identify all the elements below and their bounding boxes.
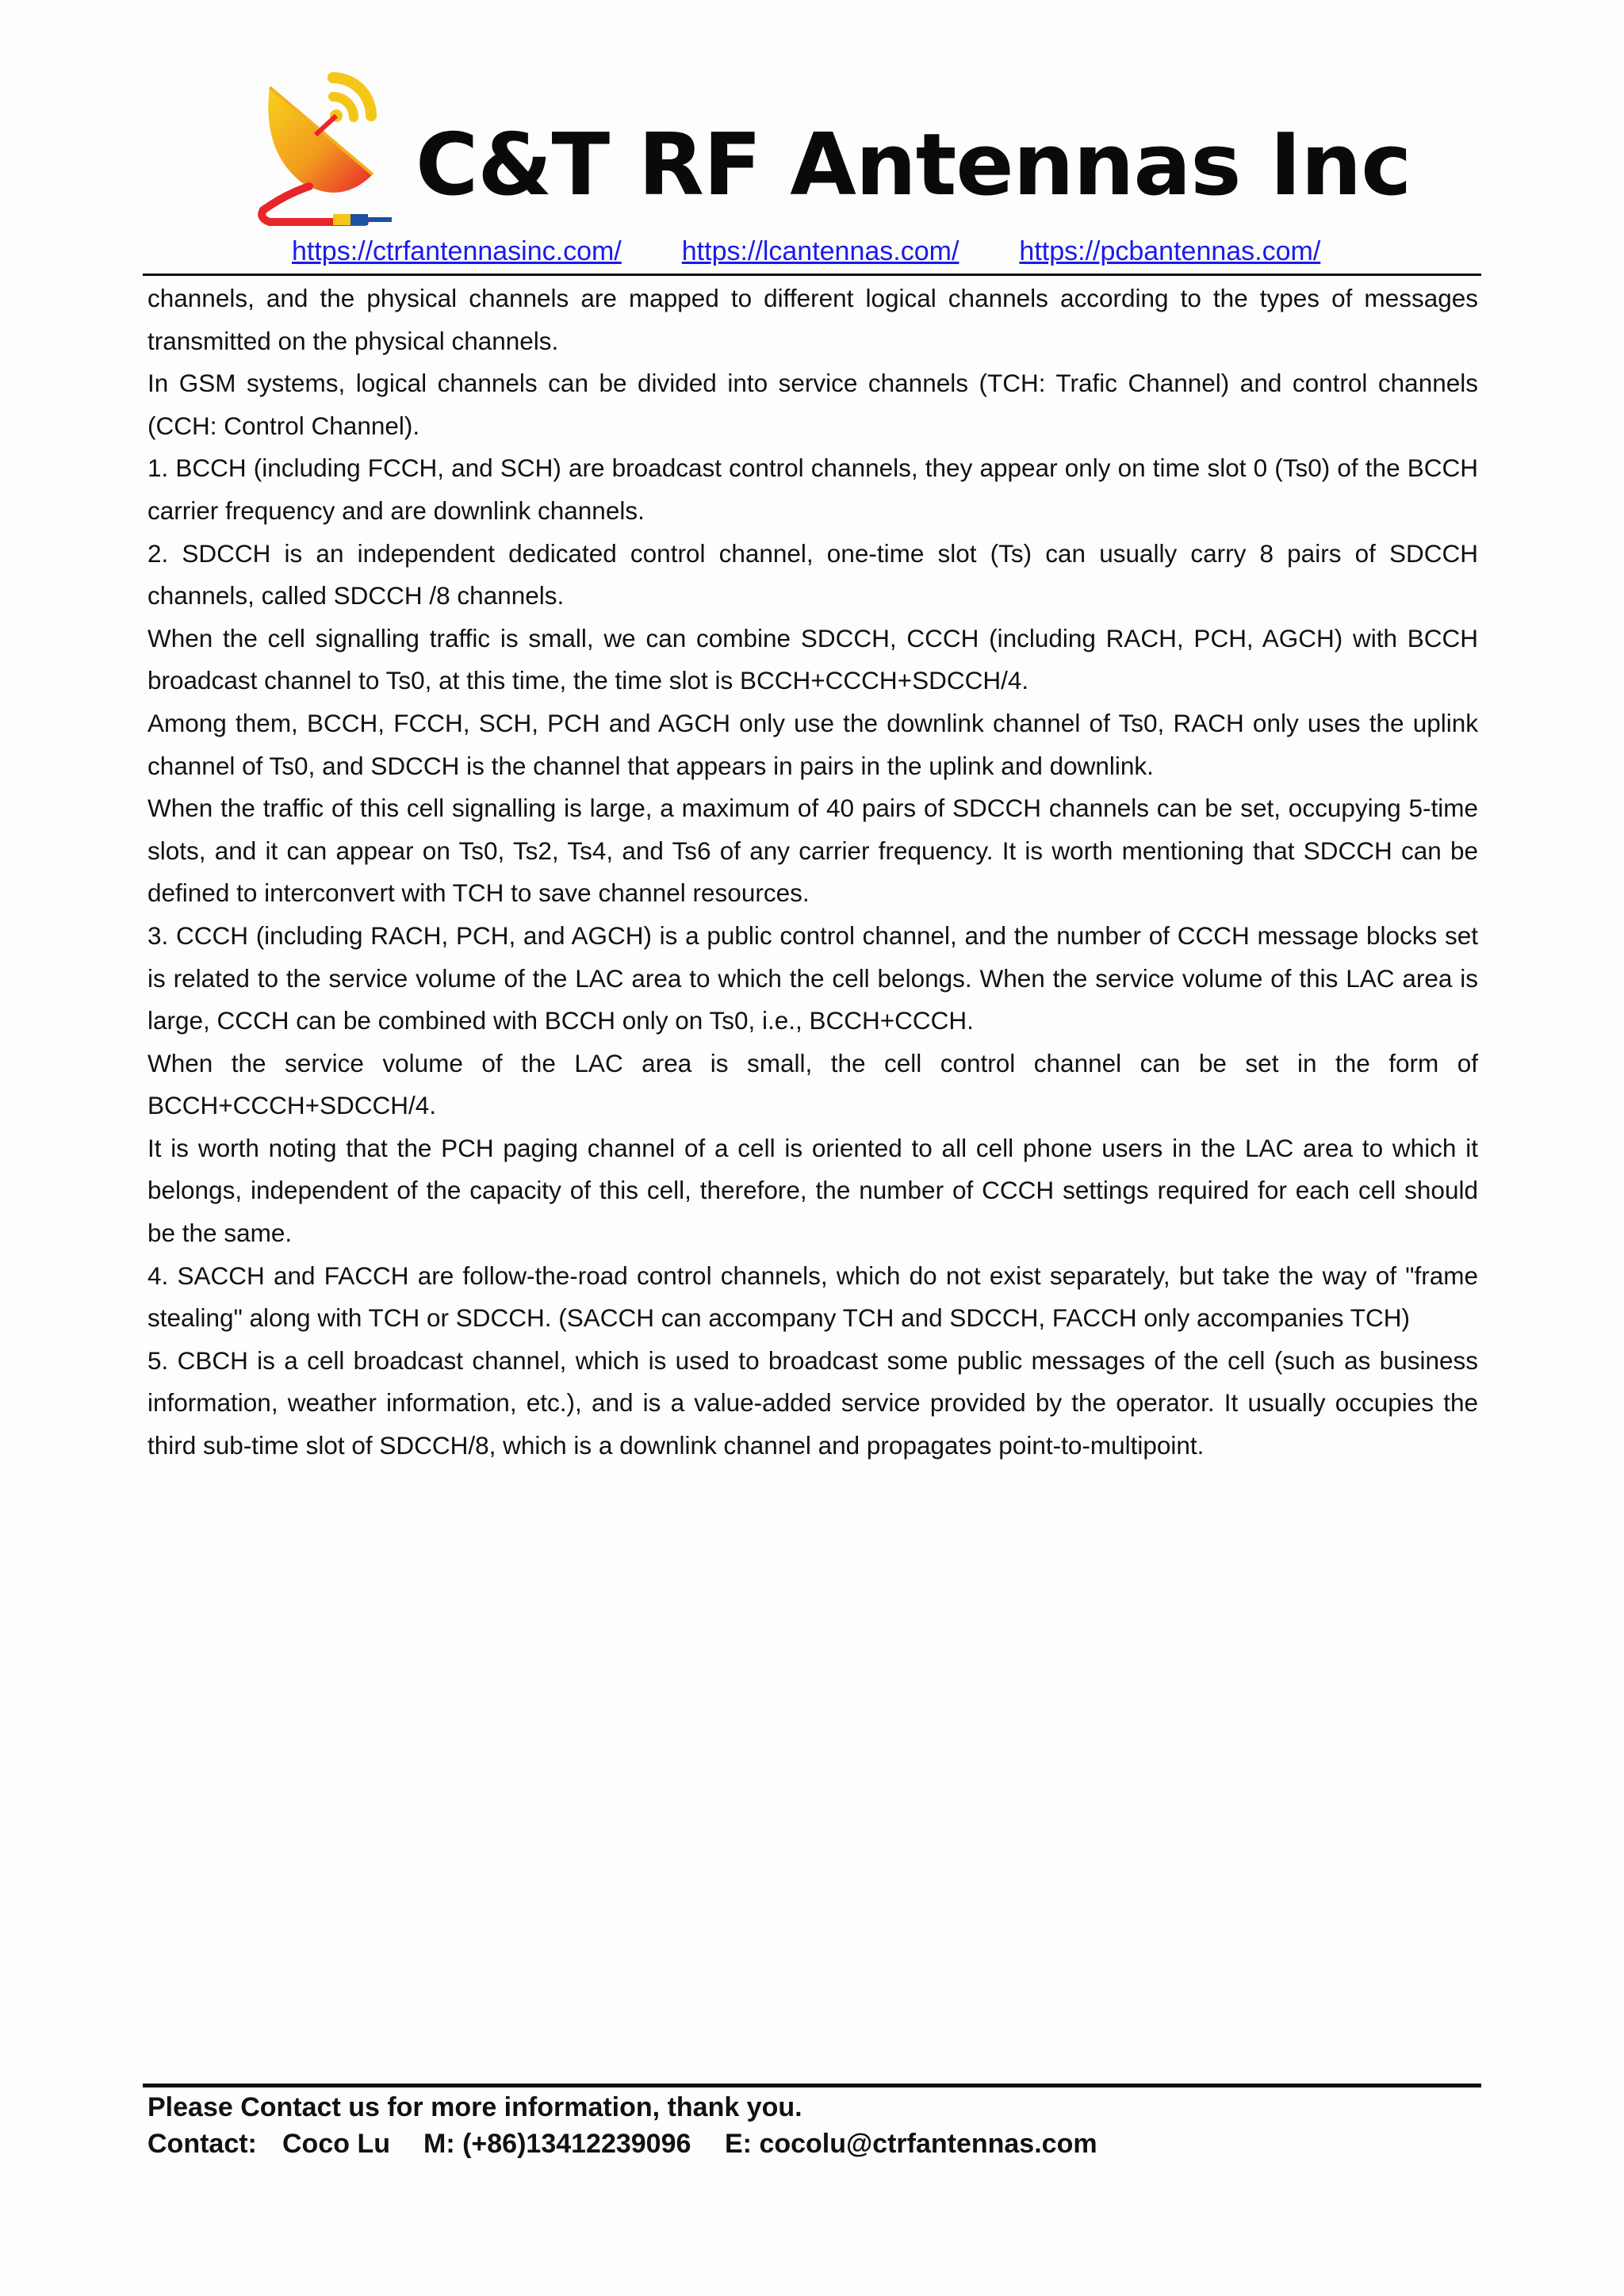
contact-label: Contact: <box>147 2129 257 2159</box>
contact-email: E: cocolu@ctrfantennas.com <box>725 2129 1097 2159</box>
letterhead <box>143 48 1481 277</box>
contact-name: Coco Lu <box>282 2129 390 2159</box>
paragraph: channels, and the physical channels are mapped to different logical channels according to the types of messages transmitted on the physical channels. <box>147 284 1478 355</box>
paragraph: When the service volume of the LAC area is small, the cell control channel can be set in the form of BCCH+CCCH+SDCCH/4. <box>147 1048 1478 1120</box>
footer-note: Please Contact us for more information, thank you. <box>147 2092 802 2122</box>
paragraph: 2. SDCCH is an independent dedicated control channel, one-time slot (Ts) can usually carry 8 pairs of SDCCH channels, called SDCCH /8 channels. <box>147 538 1478 610</box>
contact-info <box>147 2126 1478 2162</box>
paragraph: 3. CCCH (including RACH, PCH, and AGCH) is a public control channel, and the number of CCCH message blocks set is related to the service volume of the LAC area to which the cell belongs. When the service volume of this LAC area is large, CCCH can be combined with BCCH only on Ts0, i.e., BCCH+CCCH. <box>147 920 1478 1035</box>
header-divider <box>143 274 1481 276</box>
paragraph: When the cell signalling traffic is small, we can combine SDCCH, CCCH (including RACH, PCH, AGCH) with BCCH broadcast channel to Ts0, at this time, the time slot is BCCH+CCCH+SDCCH/4. <box>147 623 1478 695</box>
paragraph: 5. CBCH is a cell broadcast channel, which is used to broadcast some public messages of the cell (such as business information, weather information, etc.), and is a value-added service provided by the operator. It usually occupies the third sub-time slot of SDCCH/8, which is a downlink channel and propagates point-to-multipoint. <box>147 1345 1478 1460</box>
link-ctrfantennasinc[interactable]: https://ctrfantennasinc.com/ <box>292 236 622 266</box>
footer <box>147 2089 1478 2162</box>
satellite-dish-antenna-icon <box>254 55 412 230</box>
paragraph: 4. SACCH and FACCH are follow-the-road control channels, which do not exist separately, but take the way of "frame stealing" along with TCH or SDCCH. (SACCH can accompany TCH and SDCCH, FACCH only accompanies TCH) <box>147 1261 1478 1333</box>
contact-phone: M: (+86)13412239096 <box>423 2129 691 2159</box>
body-text <box>147 277 1478 1468</box>
paragraph: In GSM systems, logical channels can be divided into service channels (TCH: Trafic Channel) and control channels (CCH: Control Channel). <box>147 369 1478 440</box>
footer-divider <box>143 2084 1481 2087</box>
paragraph: When the traffic of this cell signalling is large, a maximum of 40 pairs of SDCCH channels can be set, occupying 5-time slots, and it can appear on Ts0, Ts2, Ts4, and Ts6 of any carrier frequency. It is worth mentioning that SDCCH can be defined to interconvert with TCH to save channel resources. <box>147 794 1478 908</box>
link-pcbantennas[interactable]: https://pcbantennas.com/ <box>1019 236 1321 266</box>
company-name: C&T RF Antennas Inc <box>416 116 1411 215</box>
link-lcantennas[interactable]: https://lcantennas.com/ <box>681 236 959 266</box>
paragraph: Among them, BCCH, FCCH, SCH, PCH and AGCH only use the downlink channel of Ts0, RACH only uses the uplink channel of Ts0, and SDCCH is the channel that appears in pairs in the uplink and downlink. <box>147 708 1478 780</box>
paragraph: It is worth noting that the PCH paging channel of a cell is oriented to all cell phone users in the LAC area to which it belongs, independent of the capacity of this cell, therefore, the number of CCCH settings required for each cell should be the same. <box>147 1133 1478 1248</box>
website-links <box>292 238 1320 265</box>
paragraph: 1. BCCH (including FCCH, and SCH) are broadcast control channels, they appear only on time slot 0 (Ts0) of the BCCH carrier frequency and are downlink channels. <box>147 453 1478 525</box>
